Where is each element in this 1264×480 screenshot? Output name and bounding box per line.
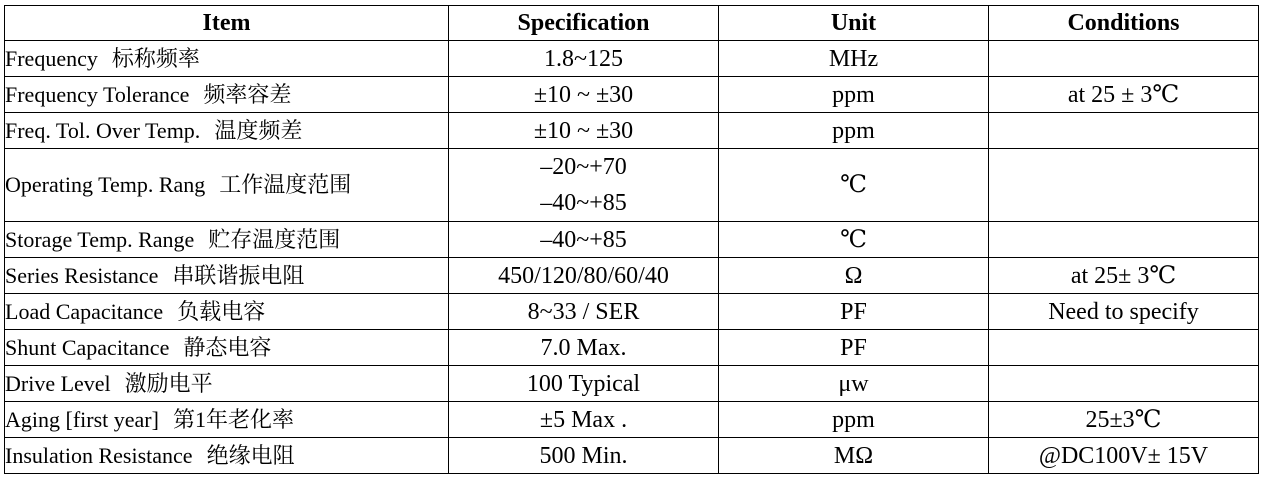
table-row bbox=[5, 402, 1259, 438]
item-cell bbox=[5, 222, 449, 258]
header-row bbox=[5, 6, 1259, 41]
item-name-en: Aging [first year] bbox=[5, 406, 159, 432]
item-name-en: Storage Temp. Range bbox=[5, 226, 195, 252]
item-cell bbox=[5, 402, 449, 438]
item-name-en: Frequency bbox=[5, 45, 98, 71]
item-name-cn: 工作温度范围 bbox=[219, 172, 352, 197]
item-name-cn: 标称频率 bbox=[111, 45, 200, 71]
unit-cell: ℃ bbox=[719, 149, 989, 222]
item-name-en: Load Capacitance bbox=[5, 298, 164, 324]
conditions-cell bbox=[989, 41, 1259, 77]
conditions-cell bbox=[989, 149, 1259, 222]
table-row bbox=[5, 113, 1259, 149]
table-row bbox=[5, 149, 1259, 222]
spec-cell: 8~33 / SER bbox=[449, 294, 719, 330]
unit-cell: MΩ bbox=[719, 438, 989, 474]
conditions-cell bbox=[989, 366, 1259, 402]
unit-cell: PF bbox=[719, 330, 989, 366]
spec-cell: ±10 ~ ±30 bbox=[449, 113, 719, 149]
unit-cell: ℃ bbox=[719, 222, 989, 258]
conditions-cell: at 25 ± 3℃ bbox=[989, 77, 1259, 113]
header-specification: Specification bbox=[449, 6, 719, 41]
item-name-cn: 串联谐振电阻 bbox=[172, 262, 305, 288]
item-name-en: Frequency Tolerance bbox=[5, 81, 190, 107]
spec-cell: –40~+85 bbox=[449, 222, 719, 258]
item-name-cn: 负载电容 bbox=[177, 298, 266, 324]
table-row bbox=[5, 258, 1259, 294]
item-cell bbox=[5, 113, 449, 149]
item-name-en: Drive Level bbox=[5, 370, 111, 396]
unit-cell: μw bbox=[719, 366, 989, 402]
item-name-cn: 频率容差 bbox=[203, 81, 292, 107]
item-name-cn: 第1年老化率 bbox=[172, 406, 294, 432]
item-cell bbox=[5, 149, 449, 222]
item-name-cn: 温度频差 bbox=[214, 117, 303, 143]
spec-cell: 500 Min. bbox=[449, 438, 719, 474]
table-row bbox=[5, 294, 1259, 330]
item-cell bbox=[5, 366, 449, 402]
spec-table-container bbox=[4, 5, 1259, 474]
conditions-cell bbox=[989, 222, 1259, 258]
item-cell bbox=[5, 438, 449, 474]
unit-cell: MHz bbox=[719, 41, 989, 77]
table-row bbox=[5, 330, 1259, 366]
conditions-cell: 25±3℃ bbox=[989, 402, 1259, 438]
spec-cell: 7.0 Max. bbox=[449, 330, 719, 366]
spec-cell: ±5 Max . bbox=[449, 402, 719, 438]
conditions-cell bbox=[989, 113, 1259, 149]
item-cell bbox=[5, 77, 449, 113]
item-name-cn: 静态电容 bbox=[183, 334, 272, 360]
header-unit: Unit bbox=[719, 6, 989, 41]
item-name-cn: 激励电平 bbox=[124, 370, 213, 396]
item-cell bbox=[5, 258, 449, 294]
table-row bbox=[5, 366, 1259, 402]
spec-cell: ±10 ~ ±30 bbox=[449, 77, 719, 113]
unit-cell: Ω bbox=[719, 258, 989, 294]
spec-cell: 450/120/80/60/40 bbox=[449, 258, 719, 294]
conditions-cell: Need to specify bbox=[989, 294, 1259, 330]
conditions-cell bbox=[989, 330, 1259, 366]
item-cell bbox=[5, 41, 449, 77]
header-item: Item bbox=[5, 6, 449, 41]
table-row bbox=[5, 41, 1259, 77]
spec-cell: 1.8~125 bbox=[449, 41, 719, 77]
item-cell bbox=[5, 330, 449, 366]
conditions-cell: at 25± 3℃ bbox=[989, 258, 1259, 294]
unit-cell: ppm bbox=[719, 77, 989, 113]
item-name-en: Insulation Resistance bbox=[5, 442, 193, 468]
item-name-en: Operating Temp. Rang bbox=[5, 172, 206, 197]
specification-table bbox=[4, 5, 1259, 474]
item-name-en: Shunt Capacitance bbox=[5, 334, 170, 360]
spec-line: –20~+70 bbox=[540, 154, 627, 180]
unit-cell: ppm bbox=[719, 402, 989, 438]
header-conditions: Conditions bbox=[989, 6, 1259, 41]
unit-cell: PF bbox=[719, 294, 989, 330]
item-name-en: Freq. Tol. Over Temp. bbox=[5, 117, 201, 143]
spec-cell bbox=[449, 149, 719, 222]
table-row bbox=[5, 438, 1259, 474]
unit-cell: ppm bbox=[719, 113, 989, 149]
table-row bbox=[5, 77, 1259, 113]
item-name-cn: 绝缘电阻 bbox=[206, 442, 295, 468]
spec-cell: 100 Typical bbox=[449, 366, 719, 402]
item-name-en: Series Resistance bbox=[5, 262, 159, 288]
item-name-cn: 贮存温度范围 bbox=[208, 226, 341, 252]
spec-line: –40~+85 bbox=[540, 190, 627, 216]
conditions-cell: @DC100V± 15V bbox=[989, 438, 1259, 474]
item-cell bbox=[5, 294, 449, 330]
table-row bbox=[5, 222, 1259, 258]
